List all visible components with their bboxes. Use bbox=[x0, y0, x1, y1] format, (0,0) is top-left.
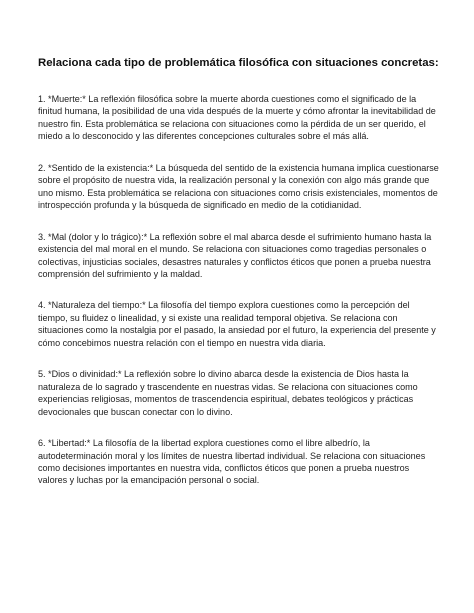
list-item-muerte: 1. *Muerte:* La reflexión filosófica sobre la muerte aborda cuestiones como el significado de la finitud humana, la posibilidad de una vida después de la muerte y cómo afrontar la inevitabilidad de nuestro fin. Esta problemática se relaciona con situaciones como la pérdida de un ser querido, el miedo a lo desconocido y las diferentes concepciones culturales sobre el más allá. bbox=[38, 94, 436, 142]
list-item-sentido-existencia: 2. *Sentido de la existencia:* La búsqueda del sentido de la existencia humana implica cuestionarse sobre el propósito de nuestra vida, la realización personal y la conexión con algo más grande que uno mismo. Esta problemática se relaciona con situaciones como crisis existenciales, momentos de introspección profunda y la búsqueda de significado en medio de la cotidianidad. bbox=[38, 162, 439, 211]
list-item-mal: 3. *Mal (dolor y lo trágico):* La reflexión sobre el mal abarca desde el sufrimiento humano hasta la existencia del mal moral en el mundo. Se relaciona con situaciones como tragedias personales o colectivas, injusticias sociales, desastres naturales y conflictos éticos que ponen a prueba nuestra comprensión del sufrimiento y la maldad. bbox=[38, 231, 432, 279]
list-item-libertad: 6. *Libertad:* La filosofía de la libertad explora cuestiones como el libre albedrío, la autodeterminación moral y los límites de nuestra libertad individual. Se relaciona con situaciones como decisiones importantes en nuestra vida, conflictos éticos que ponen a prueba nuestros valores y luchas por la emancipación personal o social. bbox=[38, 438, 426, 486]
list-item-dios-divinidad: 5. *Dios o divinidad:* La reflexión sobre lo divino abarca desde la existencia de Dios hasta la naturaleza de lo sagrado y trascendente en nuestras vidas. Se relaciona con situaciones como experiencias religiosas, momentos de trascendencia espiritual, debates teológicos y prácticas devocionales que buscan conectar con lo divino. bbox=[38, 369, 418, 417]
document-page bbox=[38, 56, 440, 506]
list-item-naturaleza-tiempo: 4. *Naturaleza del tiempo:* La filosofía del tiempo explora cuestiones como la percepción del tiempo, su fluidez o linealidad, y si existe una realidad temporal objetiva. Se relaciona con situaciones como la nostalgia por el pasado, la ansiedad por el futuro, la experiencia del presente y cómo concebimos nuestra relación con el tiempo en nuestra vida diaria. bbox=[38, 300, 436, 348]
document-title: Relaciona cada tipo de problemática filosófica con situaciones concretas: bbox=[38, 57, 439, 69]
